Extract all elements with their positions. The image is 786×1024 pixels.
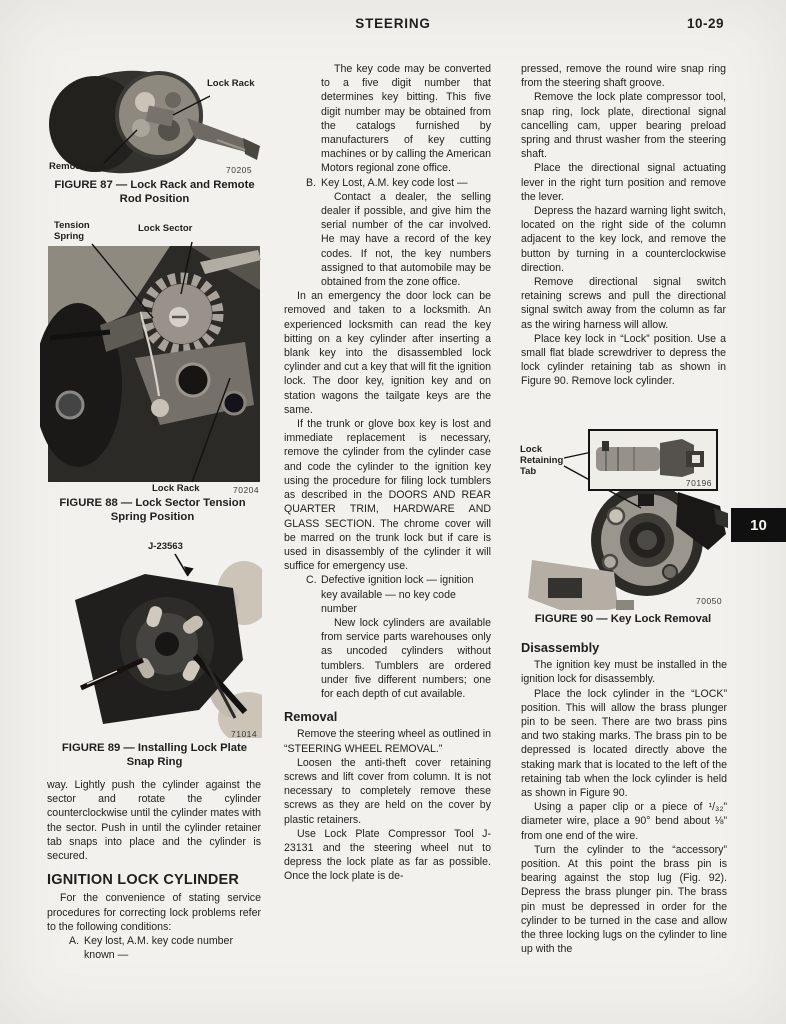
fig87-caption: FIGURE 87 — Lock Rack and Remote Rod Position [54,179,255,205]
figure-88-photo [40,220,265,494]
chapter-tab-label: 10 [750,516,767,534]
paragraph: way. Lightly push the cylinder against the sector and rotate the cylinder counterclockwise until the cylinder mates with the sector. Push in until the cylinder retainer tab snaps into place and the cylinder is secured. [47,779,261,863]
paragraph: Depress the hazard warning light switch, located on the right side of the column adjacent to the key lock, and remove the button by turning in a counterclockwise direction. [521,205,726,274]
list-marker: C. [306,574,317,587]
fig89-label-tool: J-23563 [148,541,183,552]
list-item-text: Key lost, A.M. key code number known — [84,935,233,962]
paragraph: Remove the steering wheel as outlined in “STEERING WHEEL REMOVAL.” [284,728,491,755]
fig90-inset-photo [588,429,718,491]
paragraph: For the convenience of stating service procedures for correcting lock problems refer to the following conditions: [47,892,261,933]
middle-column [284,62,491,884]
fig89-caption: FIGURE 89 — Installing Lock Plate Snap Ring [61,742,248,768]
paragraph: Loosen the anti-theft cover retaining screws and lift cover from column. It is not necessary to completely remove these screws as they are held on the cover by plastic retainers. [284,756,491,826]
fig87-label-lock-rack: Lock Rack [207,78,255,89]
fig88-label-tension-spring: Tension Spring [54,220,90,242]
right-column-top [521,62,726,389]
figure-90 [518,424,728,636]
fig90-photo-number: 70050 [696,596,723,606]
figure-89 [47,538,262,775]
list-item-text: New lock cylinders are available from service parts warehouses only as uncoded cylinders without tumblers. Tumblers are ordered under five different numbers; one for each depth of cut available. [321,616,491,700]
page-header-title: STEERING [355,16,431,31]
paragraph: Place the directional signal actuating lever in the right turn position and remove the lever. [521,162,726,203]
list-item-c [284,573,491,701]
paragraph: Remove directional signal switch retaining screws and pull the directional signal switch away from the column as far as the wiring harness will allow. [521,276,726,331]
fig90-caption: FIGURE 90 — Key Lock Removal [534,613,712,625]
figure-89-photo [47,538,262,738]
paragraph: In an emergency the door lock can be removed and taken to a locksmith. An experienced locksmith can read the key bitting on a key cylinder after inserting a blank key into the disassembled lock cylinder and cut a key that will fit the ignition lock. The door key, ignition key and on station wagons the tailgate keys are the same. [284,290,491,416]
paragraph: The key code may be converted to a five digit number that determines key bitting. This five digit number may be obtained from the catalogs furnished by manufacturers of key cutting machines or by calling the American Motors regional zone office. [321,63,491,175]
figure-88 [40,220,265,528]
fig88-photo-number: 70204 [233,485,260,495]
paragraph: Place key lock in “Lock” position. Use a small flat blade screwdriver to depress the lock cylinder retaining tab as shown in Figure 90. Remove lock cylinder. [521,332,726,388]
fig89-photo-number: 71014 [231,729,258,739]
fig87-label-remote-rod: Remote Rod [49,161,105,172]
fig88-caption: FIGURE 88 — Lock Sector Tension Spring Position [59,497,246,523]
list-item-title: Defective ignition lock — ignition key available — no key code number [321,574,474,615]
fig88-label-lock-rack: Lock Rack [152,483,200,494]
paragraph: The ignition key must be installed in the ignition lock for disassembly. [521,659,727,686]
heading-removal: Removal [284,709,338,725]
right-column-bottom [521,641,727,956]
left-column [47,778,261,962]
paragraph: If the trunk or glove box key is lost and immediate replacement is necessary, remove the cylinder from the cylinder case and code the cylinder to the ignition key using the procedure for filing lock tumblers as described in the DOORS AND REAR QUARTER TRIM, HARDWARE AND GLASS SECTION. The chrome cover will be marred on the trunk lock but if care is used in disassembly of the cylinder it will suffice for emergency use. [284,418,491,573]
paragraph: pressed, remove the round wire snap ring from the steering shaft groove. [521,63,726,90]
list-marker: A. [69,935,80,948]
fig90-inset-cylinder [590,431,712,485]
fig90-inset-photo-number: 70196 [685,478,712,488]
list-item-a [47,934,261,962]
paragraph: Remove the lock plate compressor tool, snap ring, lock plate, directional signal cancelling cam, upper bearing preload spring and thrust washer from the steering shaft. [521,91,726,161]
list-item-a-continuation [321,62,491,176]
paragraph: Place the lock cylinder in the “LOCK” position. This will allow the brass plunger pin to be seen. There are two brass pins and two staking marks. The brass pin to be depressed is located directly above the staking mark that is located to the left of the retaining tab when the lock cylinder is held as shown in Figure 90. [521,687,727,800]
list-item-title: Key Lost, A.M. key code lost — [321,176,468,189]
page-number: 10-29 [686,16,724,31]
list-item-b [284,176,491,290]
paragraph: Turn the cylinder to the “accessory” position. At this point the brass pin is bearing against the stop lug (Fig. 92). Depress the brass plunger pin. The brass pin must be depressed in order for the cylinder to be turned in the case and allow the three locking lugs on the cylinder to line up with the [521,843,727,956]
fig87-photo-number: 70205 [226,165,253,175]
list-marker: B. [306,176,317,189]
list-item-text: Contact a dealer, the selling dealer if possible, and give him the serial number of the car involved. He may have a record of the key codes. If not, the key numbers assigned to that automobile may be obtained from the zone office. [321,190,491,289]
chapter-tab [731,508,786,542]
section-heading-ignition-lock-cylinder: IGNITION LOCK CYLINDER [47,872,240,889]
heading-disassembly: Disassembly [521,640,600,655]
fig88-label-lock-sector: Lock Sector [138,223,193,234]
paragraph: Use Lock Plate Compressor Tool J-23131 and the steering wheel nut to depress the lock plate as far as possible. Once the lock plate is de- [284,827,491,883]
paragraph: Using a paper clip or a piece of ¹/₃₂” diameter wire, place a 90° bend about ⅛” from one end of the wire. [521,801,727,842]
figure-87 [47,60,262,212]
fig90-label-lock-retaining-tab: Lock Retaining Tab [520,444,564,477]
